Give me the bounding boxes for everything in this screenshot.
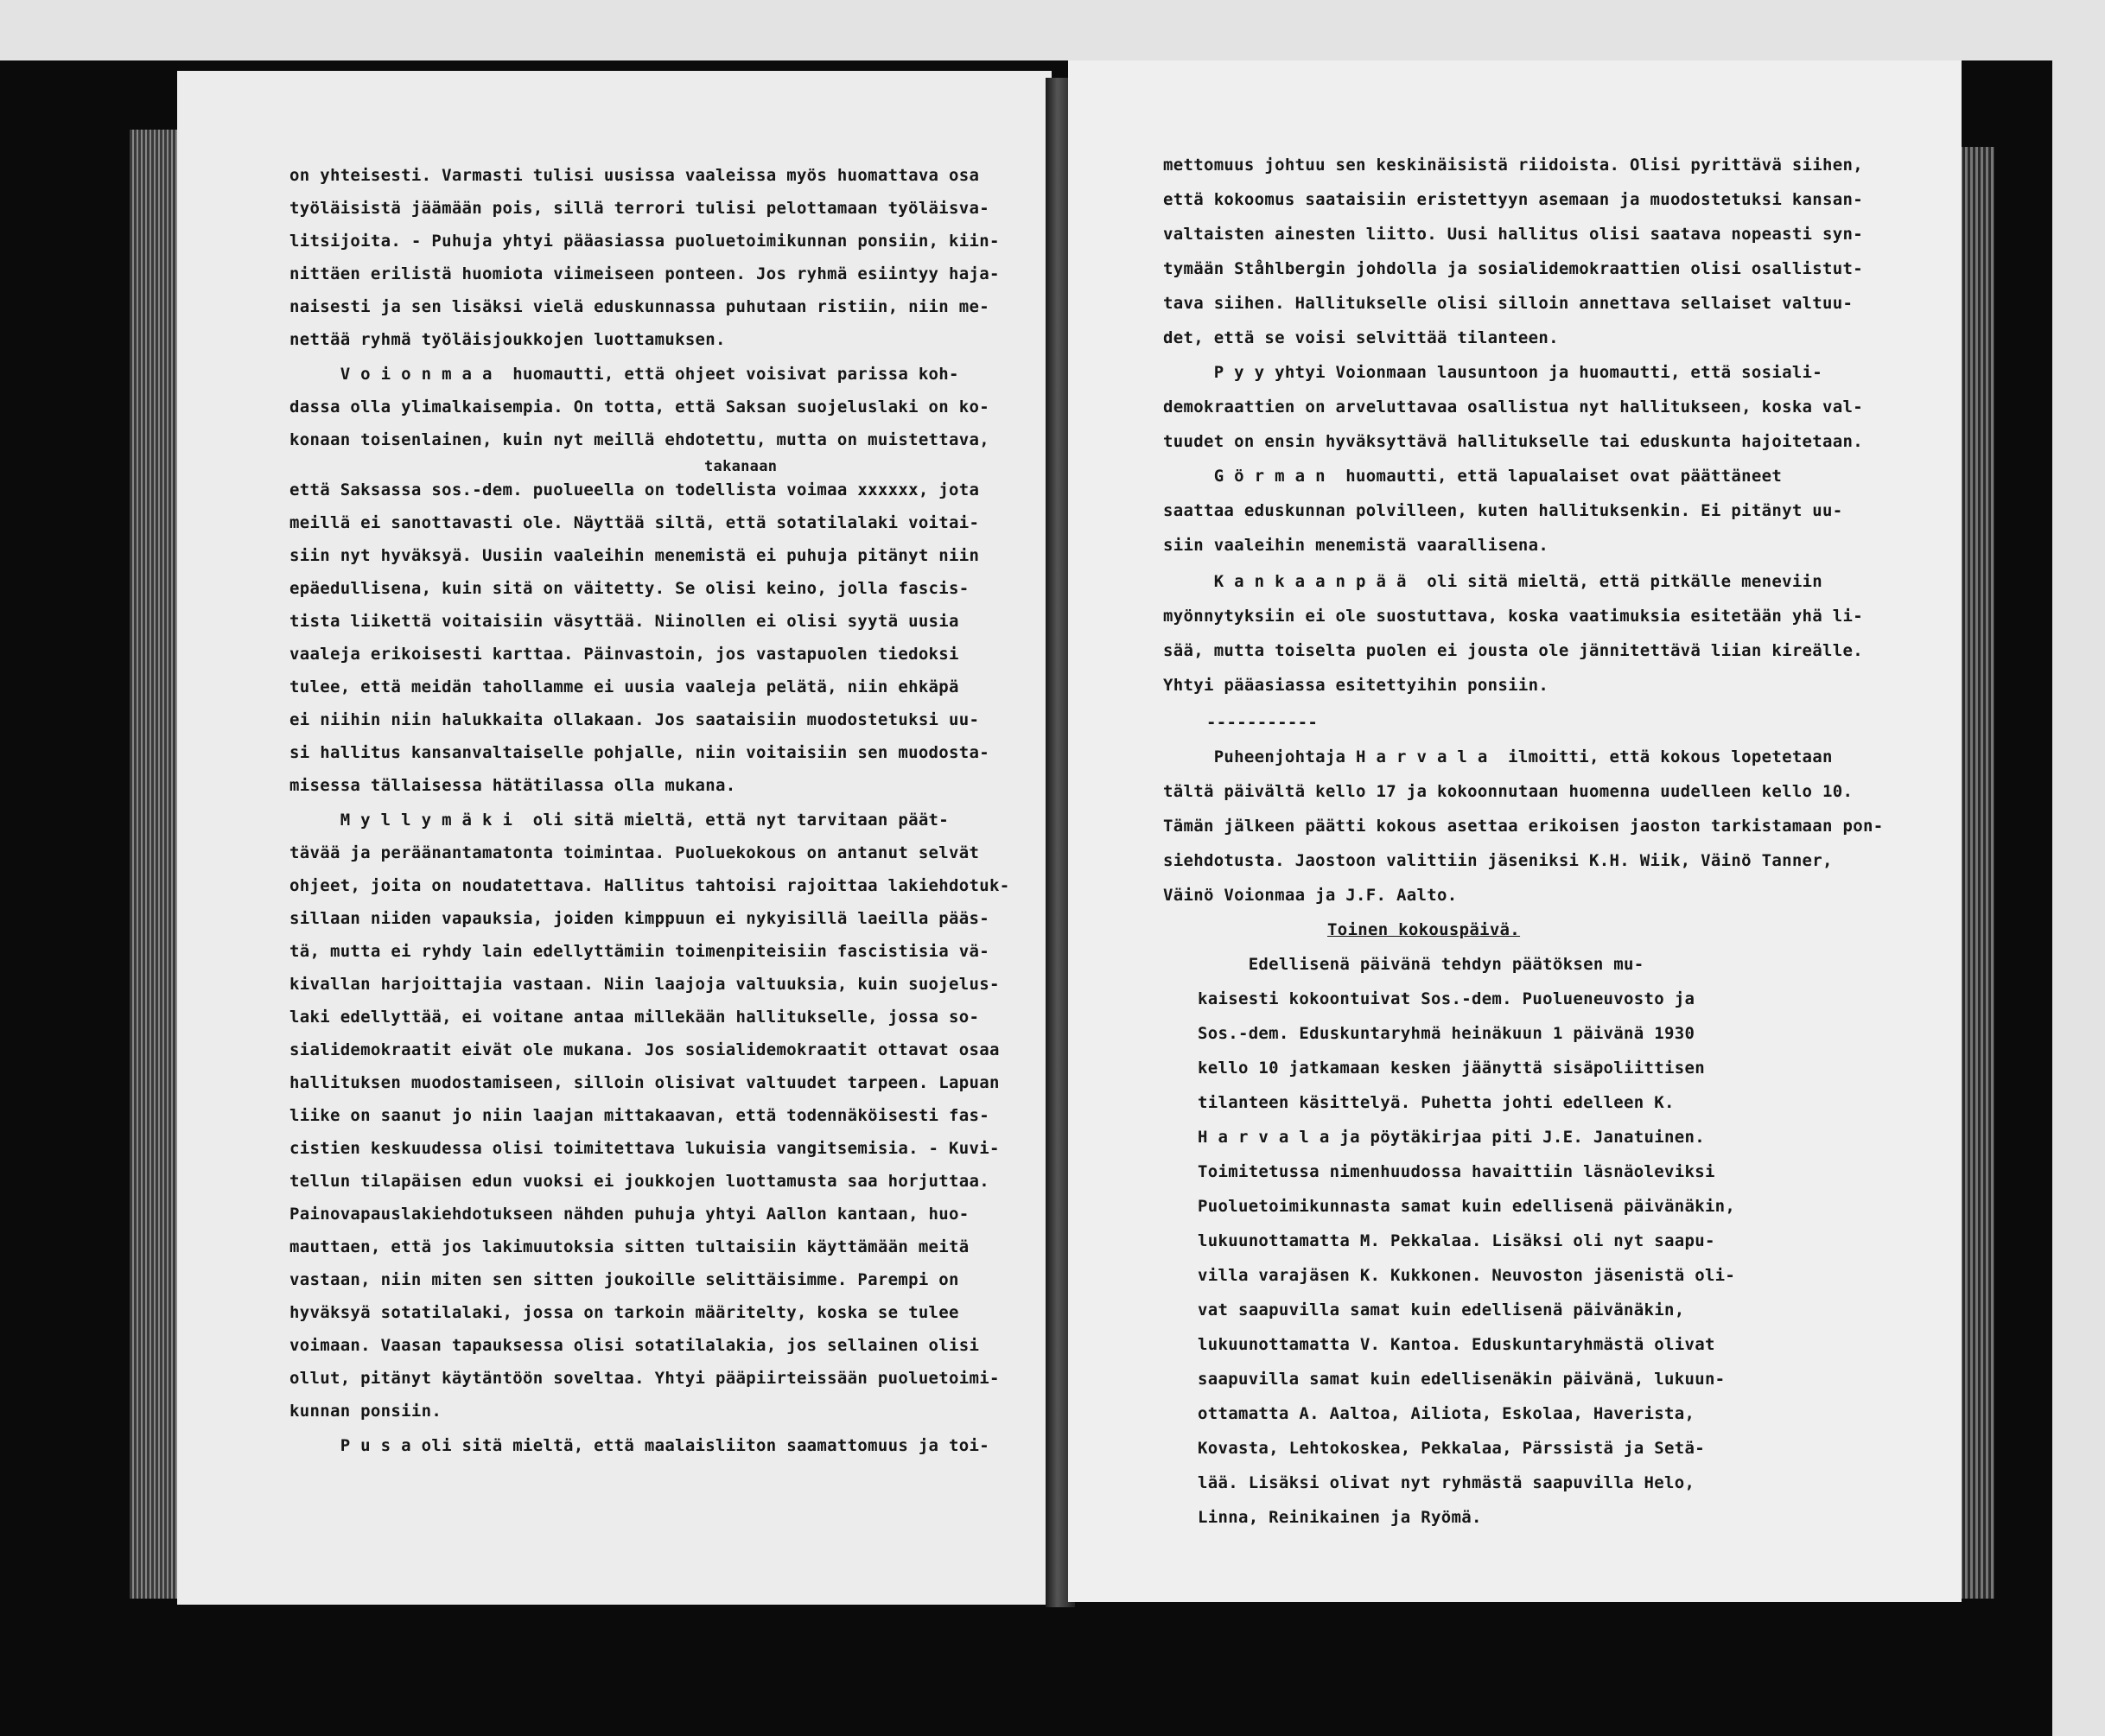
text-line: P y y yhtyi Voionmaan lausuntoon ja huomautti, että sosiali-: [1163, 363, 1823, 382]
text-line: misessa tällaisessa hätätilassa olla mukana.: [289, 776, 736, 795]
text-line: laki edellyttää, ei voitane antaa millekään hallitukselle, jossa so-: [289, 1008, 980, 1027]
text-line: valtaisten ainesten liitto. Uusi hallitus olisi saatava nopeasti syn-: [1163, 225, 1863, 244]
text-line: Linna, Reinikainen ja Ryömä.: [1198, 1508, 1482, 1527]
text-line: siin vaaleihin menemistä vaarallisena.: [1163, 536, 1549, 555]
text-line: demokraattien on arveluttavaa osallistua nyt hallitukseen, koska val-: [1163, 397, 1863, 417]
text-line: Toinen kokouspäivä.: [1327, 920, 1521, 939]
text-line: saattaa eduskunnan polvilleen, kuten hallituksenkin. Ei pitänyt uu-: [1163, 501, 1843, 520]
text-line: H a r v a l a ja pöytäkirjaa piti J.E. Janatuinen.: [1198, 1128, 1705, 1147]
text-line: Kovasta, Lehtokoskea, Pekkalaa, Pärssistä ja Setä-: [1198, 1439, 1705, 1458]
text-line: tista liikettä voitaisiin väsyttää. Niinollen ei olisi syytä uusia: [289, 612, 959, 631]
text-line: vaaleja erikoisesti karttaa. Päinvastoin, jos vastapuolen tiedoksi: [289, 645, 959, 664]
text-line: on yhteisesti. Varmasti tulisi uusissa vaaleissa myös huomattava osa: [289, 166, 980, 185]
text-line: mettomuus johtuu sen keskinäisistä riidoista. Olisi pyrittävä siihen,: [1163, 156, 1863, 175]
left-page-text: [177, 71, 1052, 1605]
text-line: ei niihin niin halukkaita ollakaan. Jos saataisiin muodostetuksi uu-: [289, 710, 980, 729]
text-line: sää, mutta toiselta puolen ei jousta ole jännitettävä liian kireälle.: [1163, 641, 1863, 660]
text-line: takanaan: [704, 458, 778, 475]
text-line: hallituksen muodostamiseen, silloin olisivat valtuudet tarpeen. Lapuan: [289, 1073, 1000, 1092]
text-line: Edellisenä päivänä tehdyn päätöksen mu-: [1198, 955, 1644, 974]
text-line: P u s a oli sitä mieltä, että maalaisliiton saamattomuus ja toi-: [289, 1436, 989, 1455]
text-line: naisesti ja sen lisäksi vielä eduskunnassa puhutaan ristiin, niin me-: [289, 297, 989, 316]
text-line: kivallan harjoittajia vastaan. Niin laajoja valtuuksia, kuin suojelus-: [289, 975, 1000, 994]
right-page: [1068, 60, 1962, 1602]
text-line: Yhtyi pääasiassa esitettyihin ponsiin.: [1163, 676, 1549, 695]
text-line: M y l l y m ä k i oli sitä mieltä, että nyt tarvitaan päät-: [289, 811, 950, 830]
text-line: sialidemokraatit eivät ole mukana. Jos sosialidemokraatit ottavat osaa: [289, 1040, 1000, 1059]
text-line: dassa olla ylimalkaisempia. On totta, että Saksan suojeluslaki on ko-: [289, 397, 989, 417]
text-line: Tämän jälkeen päätti kokous asettaa erikoisen jaoston tarkistamaan pon-: [1163, 817, 1884, 836]
text-line: myönnytyksiin ei ole suostuttava, koska vaatimuksia esitetään yhä li-: [1163, 607, 1863, 626]
text-line: cistien keskuudessa olisi toimitettava lukuisia vangitsemisia. - Kuvi-: [289, 1139, 1000, 1158]
text-line: G ö r m a n huomautti, että lapualaiset ovat päättäneet: [1163, 467, 1783, 486]
text-line: K a n k a a n p ä ä oli sitä mieltä, että pitkälle meneviin: [1163, 572, 1823, 591]
text-line: lukuunottamatta M. Pekkalaa. Lisäksi oli nyt saapu-: [1198, 1231, 1715, 1250]
text-line: voimaan. Vaasan tapauksessa olisi sotatilalakia, jos sellainen olisi: [289, 1336, 980, 1355]
text-line: Painovapauslakiehdotukseen nähden puhuja yhtyi Aallon kantaan, huo-: [289, 1205, 970, 1224]
text-line: sillaan niiden vapauksia, joiden kimppuun ei nykyisillä laeilla pääs-: [289, 909, 989, 928]
text-line: konaan toisenlainen, kuin nyt meillä ehdotettu, mutta on muistettava,: [289, 430, 989, 449]
text-line: kunnan ponsiin.: [289, 1402, 442, 1421]
text-line: ohjeet, joita on noudatettava. Hallitus tahtoisi rajoittaa lakiehdotuk-: [289, 876, 1010, 895]
text-line: siin nyt hyväksyä. Uusiin vaaleihin menemistä ei puhuja pitänyt niin: [289, 546, 980, 565]
text-line: Väinö Voionmaa ja J.F. Aalto.: [1163, 886, 1458, 905]
text-line: mauttaen, että jos lakimuutoksia sitten tultaisiin käyttämään meitä: [289, 1237, 970, 1256]
text-line: V o i o n m a a huomautti, että ohjeet voisivat parissa koh-: [289, 365, 959, 384]
text-line: liike on saanut jo niin laajan mittakaavan, että todennäköisesti fas-: [289, 1106, 989, 1125]
text-line: hyväksyä sotatilalaki, jossa on tarkoin määritelty, koska se tulee: [289, 1303, 959, 1322]
text-line: Toimitetussa nimenhuudossa havaittiin läsnäoleviksi: [1198, 1162, 1715, 1181]
text-line: ottamatta A. Aaltoa, Ailiota, Eskolaa, Haverista,: [1198, 1404, 1695, 1423]
right-page-text: [1068, 60, 1962, 1602]
text-line: tältä päivältä kello 17 ja kokoonnutaan huomenna uudelleen kello 10.: [1163, 782, 1854, 801]
text-line: tymään Ståhlbergin johdolla ja sosialidemokraattien olisi osallistut-: [1163, 259, 1863, 278]
text-line: Puoluetoimikunnasta samat kuin edellisenä päivänäkin,: [1198, 1197, 1736, 1216]
text-line: litsijoita. - Puhuja yhtyi pääasiassa puoluetoimikunnan ponsiin, kiin-: [289, 232, 1000, 251]
text-line: epäedullisena, kuin sitä on väitetty. Se olisi keino, jolla fascis-: [289, 579, 970, 598]
text-line: lukuunottamatta V. Kantoa. Eduskuntaryhmästä olivat: [1198, 1335, 1715, 1354]
text-line: että kokoomus saataisiin eristettyyn asemaan ja muodostetuksi kansan-: [1163, 190, 1863, 209]
text-line: -----------: [1206, 713, 1319, 732]
text-line: työläisistä jäämään pois, sillä terrori tulisi pelottamaan työläisva-: [289, 199, 989, 218]
text-line: det, että se voisi selvittää tilanteen.: [1163, 328, 1559, 347]
text-line: että Saksassa sos.-dem. puolueella on todellista voimaa xxxxxx, jota: [289, 480, 980, 499]
text-line: si hallitus kansanvaltaiselle pohjalle, niin voitaisiin sen muodosta-: [289, 743, 989, 762]
text-line: kello 10 jatkamaan kesken jäänyttä sisäpoliittisen: [1198, 1059, 1705, 1078]
text-line: vat saapuvilla samat kuin edellisenä päivänäkin,: [1198, 1300, 1685, 1319]
text-line: tä, mutta ei ryhdy lain edellyttämiin toimenpiteisiin fascistisia vä-: [289, 942, 989, 961]
text-line: siehdotusta. Jaostoon valittiin jäseniksi K.H. Wiik, Väinö Tanner,: [1163, 851, 1833, 870]
text-line: tellun tilapäisen edun vuoksi ei joukkojen luottamusta saa horjuttaa.: [289, 1172, 989, 1191]
text-line: ollut, pitänyt käytäntöön soveltaa. Yhtyi pääpiirteissään puoluetoimi-: [289, 1369, 1000, 1388]
text-line: meillä ei sanottavasti ole. Näyttää siltä, että sotatilalaki voitai-: [289, 513, 980, 532]
text-line: tävää ja peräänantamatonta toimintaa. Puoluekokous on antanut selvät: [289, 843, 980, 862]
text-line: tava siihen. Hallitukselle olisi silloin annettava sellaiset valtuu-: [1163, 294, 1854, 313]
text-line: lää. Lisäksi olivat nyt ryhmästä saapuvilla Helo,: [1198, 1473, 1695, 1492]
text-line: kaisesti kokoontuivat Sos.-dem. Puolueneuvosto ja: [1198, 989, 1695, 1008]
text-line: tilanteen käsittelyä. Puhetta johti edelleen K.: [1198, 1093, 1675, 1112]
text-line: saapuvilla samat kuin edellisenäkin päivänä, lukuun-: [1198, 1370, 1726, 1389]
text-line: villa varajäsen K. Kukkonen. Neuvoston jäsenistä oli-: [1198, 1266, 1736, 1285]
text-line: Puheenjohtaja H a r v a l a ilmoitti, että kokous lopetetaan: [1163, 747, 1833, 766]
text-line: nittäen erilistä huomiota viimeiseen ponteen. Jos ryhmä esiintyy haja-: [289, 264, 1000, 283]
text-line: vastaan, niin miten sen sitten joukoille selittäisimme. Parempi on: [289, 1270, 959, 1289]
text-line: tulee, että meidän tahollamme ei uusia vaaleja pelätä, niin ehkäpä: [289, 677, 959, 696]
text-line: Sos.-dem. Eduskuntaryhmä heinäkuun 1 päivänä 1930: [1198, 1024, 1695, 1043]
left-page-edges: [130, 130, 180, 1599]
left-page: [177, 71, 1052, 1605]
text-line: tuudet on ensin hyväksyttävä hallitukselle tai eduskunta hajoitetaan.: [1163, 432, 1863, 451]
right-page-edges: [1960, 147, 1994, 1599]
text-line: nettää ryhmä työläisjoukkojen luottamuksen.: [289, 330, 726, 349]
